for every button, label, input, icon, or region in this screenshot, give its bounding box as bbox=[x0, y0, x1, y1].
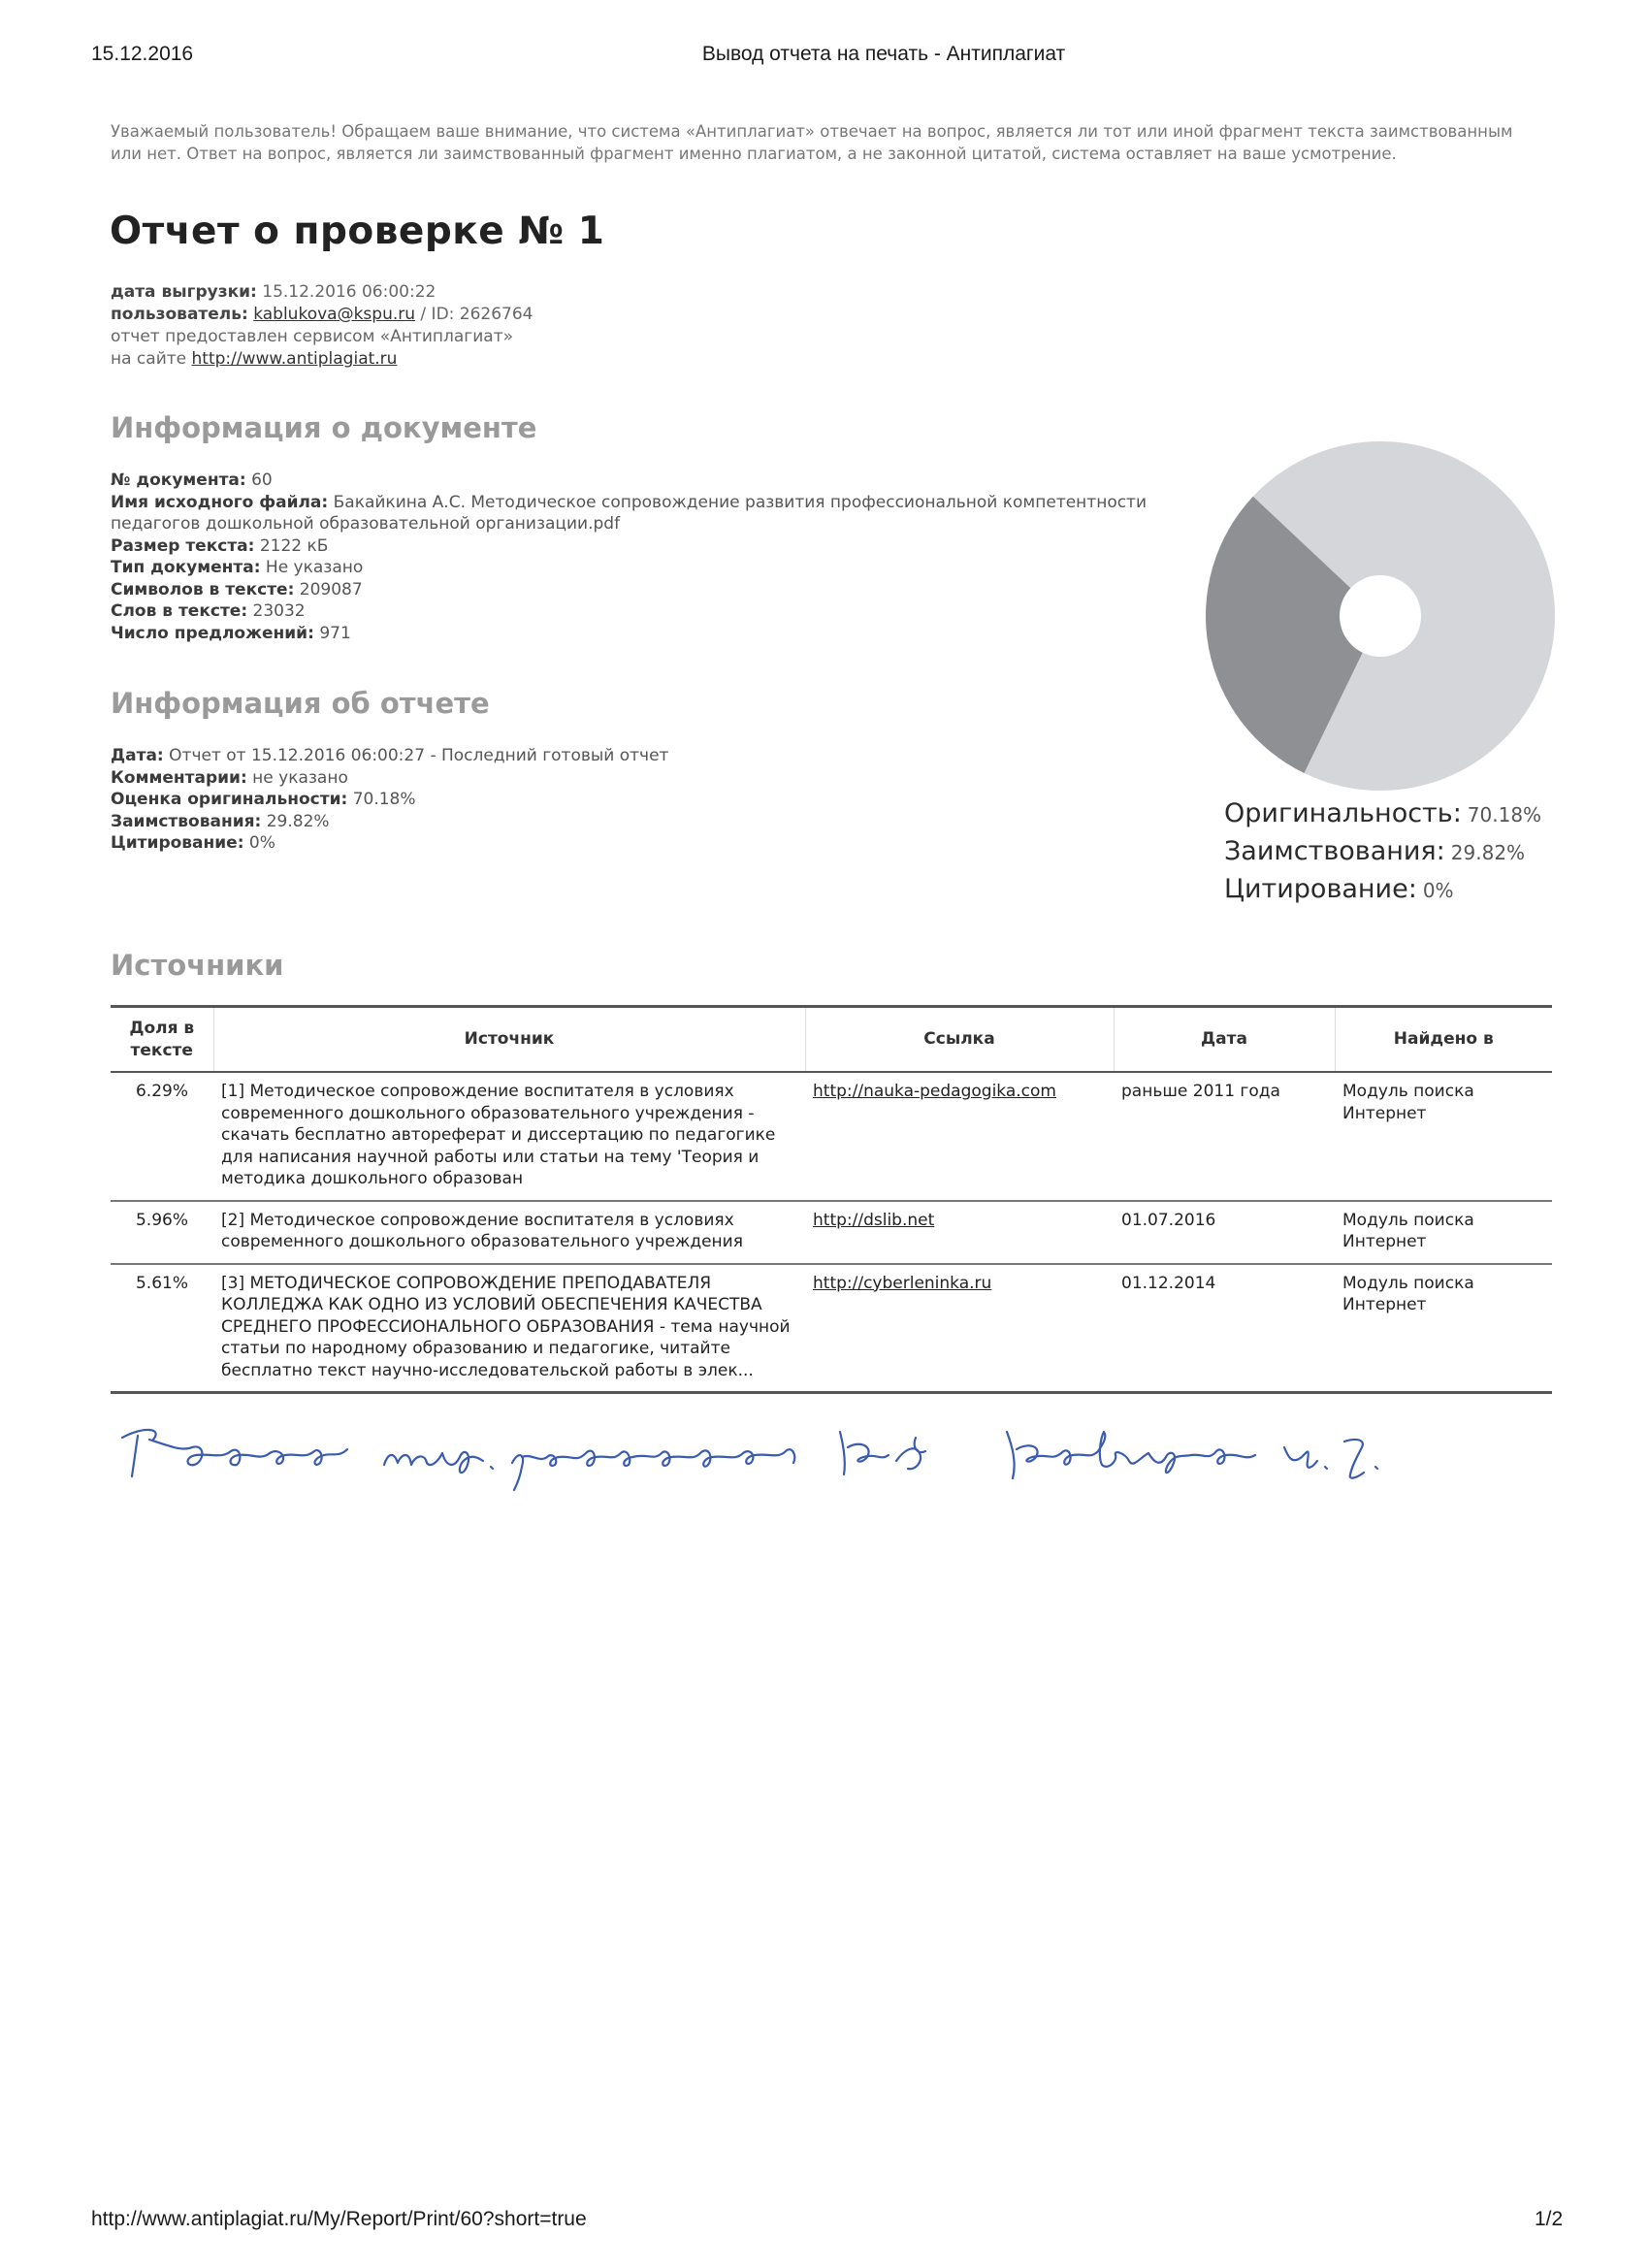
row-source: [1] Методическое сопровождение воспитателя в условиях современного дошкольного образовательного учреждения - скачать бесплатно автореферат и диссертацию по педагогике для написания научной работы или статьи на тему 'Теория и методика дошкольного образован bbox=[213, 1072, 805, 1201]
footer-url: http://www.antiplagiat.ru/My/Report/Print/60?short=true bbox=[91, 2208, 587, 2230]
rep-field-label: Цитирование: bbox=[111, 833, 244, 853]
rep-field-label: Заимствования: bbox=[111, 811, 262, 831]
legend-value: 29.82% bbox=[1450, 841, 1526, 864]
doc-field-type bbox=[111, 557, 1197, 579]
doc-field-chars bbox=[111, 579, 1197, 601]
table-row bbox=[111, 1264, 1552, 1393]
row-share: 5.61% bbox=[111, 1264, 213, 1393]
legend-label: Цитирование: bbox=[1224, 874, 1417, 904]
row-link-cell bbox=[805, 1072, 1114, 1201]
col-link: Ссылка bbox=[805, 1007, 1114, 1073]
user-label: пользователь: bbox=[111, 305, 248, 324]
upload-date-label: дата выгрузки: bbox=[111, 282, 257, 302]
report-title: Отчет о проверке № 1 bbox=[110, 210, 605, 253]
doc-field-value: 23032 bbox=[252, 601, 306, 621]
doc-field-label: Слов в тексте: bbox=[111, 601, 248, 621]
originality-pie-chart bbox=[1201, 437, 1560, 795]
legend-originality bbox=[1224, 795, 1541, 833]
report-meta bbox=[111, 281, 534, 371]
row-link[interactable]: http://dslib.net bbox=[813, 1210, 935, 1230]
doc-field-value: 209087 bbox=[299, 579, 363, 599]
table-row bbox=[111, 1201, 1552, 1264]
pie-legend bbox=[1224, 795, 1541, 909]
doc-field-number bbox=[111, 470, 1197, 492]
rep-field-borrowing bbox=[111, 811, 668, 833]
rep-field-value: 70.18% bbox=[352, 790, 416, 809]
row-link[interactable]: http://cyberleninka.ru bbox=[813, 1273, 992, 1293]
pie-svg bbox=[1201, 437, 1560, 795]
doc-field-words bbox=[111, 600, 1197, 623]
row-found-in: Модуль поиска Интернет bbox=[1335, 1201, 1552, 1264]
document-info-heading: Информация о документе bbox=[111, 411, 537, 444]
doc-field-value: Бакайкина А.С. Методическое сопровождение развития профессиональной компетентности педагогов дошкольной образовательной организации.pdf bbox=[111, 492, 1148, 534]
rep-field-label: Комментарии: bbox=[111, 767, 247, 788]
legend-value: 0% bbox=[1422, 879, 1454, 902]
user-email-link[interactable]: kablukova@kspu.ru bbox=[253, 305, 416, 324]
row-source: [2] Методическое сопровождение воспитателя в условиях современного дошкольного образовательного учреждения bbox=[213, 1201, 805, 1264]
table-row bbox=[111, 1072, 1552, 1201]
sources-heading: Источники bbox=[111, 949, 284, 982]
legend-value: 70.18% bbox=[1467, 803, 1542, 826]
rep-field-originality bbox=[111, 789, 668, 811]
doc-field-label: Символов в тексте: bbox=[111, 579, 295, 599]
row-date: 01.12.2014 bbox=[1114, 1264, 1335, 1393]
document-info bbox=[111, 470, 1197, 644]
site-link[interactable]: http://www.antiplagiat.ru bbox=[191, 349, 398, 369]
row-share: 6.29% bbox=[111, 1072, 213, 1201]
print-page-title: Вывод отчета на печать - Антиплагиат bbox=[701, 43, 1066, 65]
print-header bbox=[0, 39, 1649, 74]
rep-field-comments bbox=[111, 767, 668, 790]
upload-date-line bbox=[111, 281, 534, 304]
doc-field-value: 60 bbox=[251, 470, 273, 490]
doc-field-value: Не указано bbox=[265, 558, 364, 577]
doc-field-value: 971 bbox=[319, 623, 351, 643]
user-id: / ID: 2626764 bbox=[420, 305, 534, 324]
rep-field-value: Отчет от 15.12.2016 06:00:27 - Последний готовый отчет bbox=[169, 746, 669, 765]
rep-field-citation bbox=[111, 832, 668, 855]
row-share: 5.96% bbox=[111, 1201, 213, 1264]
row-source: [3] МЕТОДИЧЕСКОЕ СОПРОВОЖДЕНИЕ ПРЕПОДАВАТЕЛЯ КОЛЛЕДЖА КАК ОДНО ИЗ УСЛОВИЙ ОБЕСПЕЧЕНИЯ КАЧЕСТВА СРЕДНЕГО ПРОФЕССИОНАЛЬНОГО ОБРАЗОВАНИЯ - тема научной статьи по народному образованию и педагогике, читайте бесплатно текст научно-исследовательской работы в элек... bbox=[213, 1264, 805, 1393]
upload-date-value: 15.12.2016 06:00:22 bbox=[262, 282, 436, 302]
site-line bbox=[111, 348, 534, 371]
site-prefix: на сайте bbox=[111, 349, 187, 369]
row-link-cell bbox=[805, 1264, 1114, 1393]
pie-center-hole bbox=[1340, 575, 1421, 657]
user-line bbox=[111, 304, 534, 326]
col-source: Источник bbox=[213, 1007, 805, 1073]
report-info-heading: Информация об отчете bbox=[111, 687, 490, 720]
rep-field-value: не указано bbox=[252, 767, 348, 788]
table-header-row bbox=[111, 1007, 1552, 1073]
handwritten-signature bbox=[114, 1418, 1414, 1496]
rep-field-label: Дата: bbox=[111, 746, 164, 765]
rep-field-value: 29.82% bbox=[266, 811, 330, 831]
row-link[interactable]: http://nauka-pedagogika.com bbox=[813, 1082, 1056, 1101]
rep-field-value: 0% bbox=[248, 833, 275, 853]
legend-borrowing bbox=[1224, 833, 1541, 871]
provided-by-line: отчет предоставлен сервисом «Антиплагиат» bbox=[111, 327, 513, 346]
row-found-in: Модуль поиска Интернет bbox=[1335, 1072, 1552, 1201]
print-date: 15.12.2016 bbox=[91, 43, 194, 65]
legend-citation bbox=[1224, 871, 1541, 909]
footer-page-number: 1/2 bbox=[1535, 2208, 1564, 2230]
rep-field-date bbox=[111, 745, 668, 767]
report-info bbox=[111, 745, 668, 855]
doc-field-size bbox=[111, 535, 1197, 558]
legend-label: Заимствования: bbox=[1224, 836, 1445, 866]
doc-field-value: 2122 кБ bbox=[259, 535, 329, 556]
doc-field-filename bbox=[111, 492, 1197, 535]
doc-field-label: Число предложений: bbox=[111, 623, 314, 643]
disclaimer-notice: Уважаемый пользователь! Обращаем ваше внимание, что система «Антиплагиат» отвечает на вопрос, является ли тот или иной фрагмент текста заимствованным или нет. Ответ на вопрос, является ли заимствованный фрагмент именно плагиатом, а не законной цитатой, система оставляет на ваше усмотрение. bbox=[111, 122, 1513, 163]
col-share: Доля в тексте bbox=[111, 1007, 213, 1073]
col-date: Дата bbox=[1114, 1007, 1335, 1073]
row-found-in: Модуль поиска Интернет bbox=[1335, 1264, 1552, 1393]
doc-field-label: № документа: bbox=[111, 470, 246, 490]
doc-field-sentences bbox=[111, 623, 1197, 645]
row-date: раньше 2011 года bbox=[1114, 1072, 1335, 1201]
legend-label: Оригинальность: bbox=[1224, 798, 1462, 828]
doc-field-label: Размер текста: bbox=[111, 535, 255, 556]
rep-field-label: Оценка оригинальности: bbox=[111, 790, 348, 809]
row-link-cell bbox=[805, 1201, 1114, 1264]
sources-table bbox=[111, 1005, 1552, 1394]
doc-field-label: Тип документа: bbox=[111, 558, 261, 577]
signature-scribble bbox=[114, 1418, 1414, 1496]
row-date: 01.07.2016 bbox=[1114, 1201, 1335, 1264]
doc-field-label: Имя исходного файла: bbox=[111, 492, 329, 512]
col-found-in: Найдено в bbox=[1335, 1007, 1552, 1073]
